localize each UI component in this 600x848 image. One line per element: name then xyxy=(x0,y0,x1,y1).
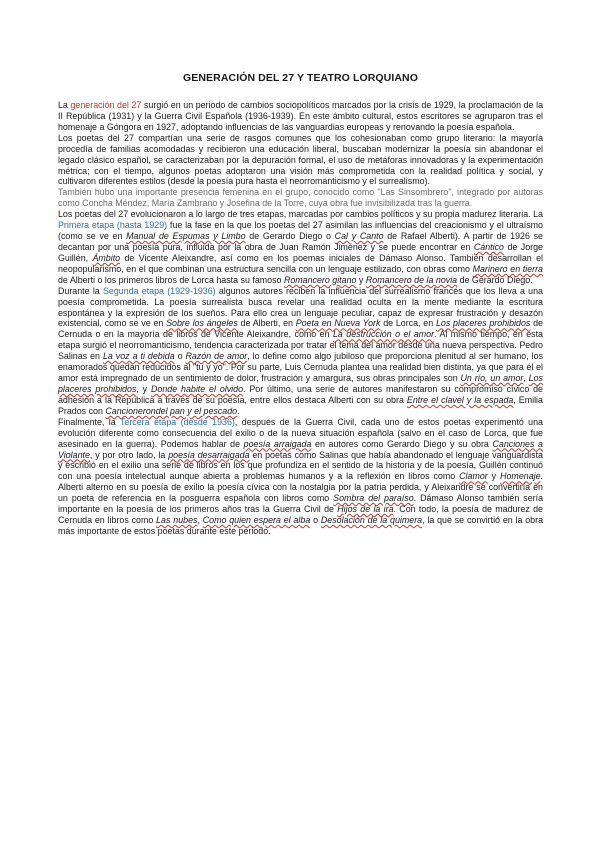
highlight-primera-etapa: Primera etapa (hasta 1929) xyxy=(58,220,168,231)
work-title: Homenaje xyxy=(500,471,541,482)
work-title: Hijos de la ira xyxy=(337,504,394,515)
highlight-generacion: generación del 27 xyxy=(70,100,142,110)
work-title: Razón de amor xyxy=(185,351,248,362)
work-title: Las nubes xyxy=(156,515,198,526)
work-title: Desolación de la quimera xyxy=(320,515,423,526)
work-title: La destrucción o el amor xyxy=(332,329,435,340)
paragraph-tercera-etapa: Finalmente, la Tercera etapa (desde 1936), después de la Guerra Civil, cada uno de estos poetas experimentó una evolución diferente como consecuencia del exilio o de la nueva situación española (salvo en el caso de Lorca, que fue asesinado en la guerra). Podemos hablar de poesía arraigada en autores como Gerardo Diego y su obra Canciones a Violante, y por otro lado, la poesía desarraigada en poetas como Salinas que había abandonado el lenguaje vanguardista y escribió en el exilio una serie de libros en los que profundiza en el sentido de la historia y de la poesía, Guillén continuó con una poesía intelectual aunque abierta a problemas humanos y a la reflexión en libros como Clamor y Homenaje. Alberti alterno en su poesía de exilio la poesía cívica con la nostalgia por la patria perdida, y Aleixandre se convertiría en un poeta de referencia en la posguerra española con libros como Sombra del paraíso. Dámaso Alonso también sería importante en la poesía de los primeros años tras la Guerra Civil de Hijos de la ira. Con todo, la poesía de madurez de Cernuda en libros como Las nubes, Como quien espera el alba o Desolación de la quimera, la que se convirtió en la obra más importante de estos poetas durante este periodo. xyxy=(58,416,544,536)
work-title: Cántico xyxy=(473,241,504,252)
work-title: Clamor xyxy=(459,471,488,482)
work-title: Marinero en tierra xyxy=(472,263,543,274)
work-title: La voz a ti debida xyxy=(102,351,175,362)
work-title: Como quien espera el alba xyxy=(202,515,311,526)
paragraph-intro: La generación del 27 surgió en un periodo de cambios sociopolíticos marcados por la crisis de 1929, la proclamación de la II República (1931) y la Guerra Civil Española (1936-1939). En este ámbito cultural, estos escritores se agruparon tras el homenaje a Góngora en 1927, adoptando influencias de las vanguardias europeas y renovando la poesía española. xyxy=(58,100,544,132)
work-title: Los placeres prohibidos xyxy=(435,318,531,329)
highlight-segunda-etapa: Segunda etapa (1929-1936) xyxy=(102,285,216,296)
highlight-tercera-etapa: Tercera etapa (desde 1936) xyxy=(119,416,235,427)
paragraph-segunda-etapa: Durante la Segunda etapa (1929-1936) algunos autores reciben la influencia del surrealismo francés que los lleva a una poesía comprometida. La poesía surrealista busca revelar una realidad oculta en la mente mediante la escritura espontánea y la expresión de los sueños. Para ello crea un lenguaje peculiar, capaz de expresar frustración y desazón existencial, como se ve en Sobre los ángeles de Alberti, en Poeta en Nueva York de Lorca, en Los placeres prohibidos de Cernuda o en la mayoría de libros de Vicente Aleixandre, como en La destrucción o el amor. Al mismo tiempo, en esta etapa surgió el neorromanticismo, tendencia caracterizada por tratar el tema del amor desde una nueva perspectiva. Pedro Salinas en La voz a ti debida o Razón de amor, lo define como algo jubiloso que proporciona plenitud al ser humano, los enamorados quedan reducidos al "tu y yo". Por su parte, Luis Cernuda plantea una realidad bien distinta, ya que para él el amor está impregnado de un sentimiento de dolor, frustración y amargura, sus obras principales son Un río, un amor, Los placeres prohibidos, y Donde habite el olvido. Por último, una serie de autores manifestaron su compromiso cívico de adhesión a la República a través de su poesía, entre ellos destaca Alberti con su obra Entre el clavel y la espada, Emilia Prados con Cancionerondel pan y el pescado. xyxy=(58,285,544,416)
work-title: Los placeres prohibidos xyxy=(58,373,543,394)
work-title: Romancero gitano xyxy=(283,274,357,285)
work-title: Un río, un amor xyxy=(460,373,524,384)
work-title: Romancero de la novia xyxy=(365,274,458,285)
work-title: poesía desarraigada xyxy=(168,449,250,460)
work-title: Sombra del paraíso xyxy=(333,493,414,504)
work-title: Entre el clavel y la espada xyxy=(406,394,514,405)
work-title: Ámbito xyxy=(92,252,121,263)
work-title: Sobre los ángeles xyxy=(166,318,238,329)
work-title: Canciones a Violante xyxy=(58,438,543,460)
work-title: poesía arraigada xyxy=(243,438,312,449)
paragraph-sinsombrero: También hubo una importante presencia femenina en el grupo, conocido como "Las Sinsombrero", integrado por autoras como Concha Méndez, María Zambrano y Josefina de la Torre, cuya obra fue invisibilizada tras la guerra. xyxy=(58,187,543,209)
work-title: Manual de Espumas y Limbo xyxy=(126,231,246,242)
paragraph-rasgos: Los poetas del 27 compartían una serie de rasgos comunes que los cohesionaban como grupo literario: la mayoría procedía de familias acomodadas y recibieron una educación liberal, buscaban modernizar la poesía sin abandonar el legado clásico español, se caracterizaban por la depuración formal, el uso de metáforas innovadoras y la experimentación métrica; con el tiempo, algunos poetas adoptaron una visión más comprometida con la realidad política y social, y cultivaron diferentes estilos (desde la poesía pura hasta el neorromanticismo y el surrealismo). xyxy=(58,132,543,187)
work-title: Cancionerondel pan y el pescado xyxy=(105,405,238,416)
page-title: GENERACIÓN DEL 27 Y TEATRO LORQUIANO xyxy=(182,72,419,84)
work-title: Poeta en Nueva York xyxy=(295,318,381,329)
work-title: Donde habite el olvido xyxy=(151,383,244,394)
paragraph-primera-etapa: Los poetas del 27 evolucionaron a lo largo de tres etapas, marcadas por cambios políticos y su propia madurez literaria. La Primera etapa (hasta 1929) fue la fase en la que los poetas del 27 asimilan las influencias del creacionismo y el ultraísmo (como se ve en Manual de Espumas y Limbo de Gerardo Diego o Cal y Canto de Rafael Alberti). A partir de 1926 se decantan por una poesía pura, influida por la obra de Juan Ramón Jiménez y se puede encontrar en Cántico de Jorge Guillén, Ámbito de Vicente Aleixandre, así como en los poemas iniciales de Dámaso Alonso. También desarrollan el neopopularismo, en el que combinan una estructura sencilla con un lenguaje estilizado, con obras como Marinero en tierra de Alberti o los primeros libros de Lorca hasta su famoso Romancero gitano y Romancero de la novia de Gerardo Diego. xyxy=(58,209,543,285)
work-title: Cal y Canto xyxy=(334,231,384,242)
document-body xyxy=(58,100,543,537)
